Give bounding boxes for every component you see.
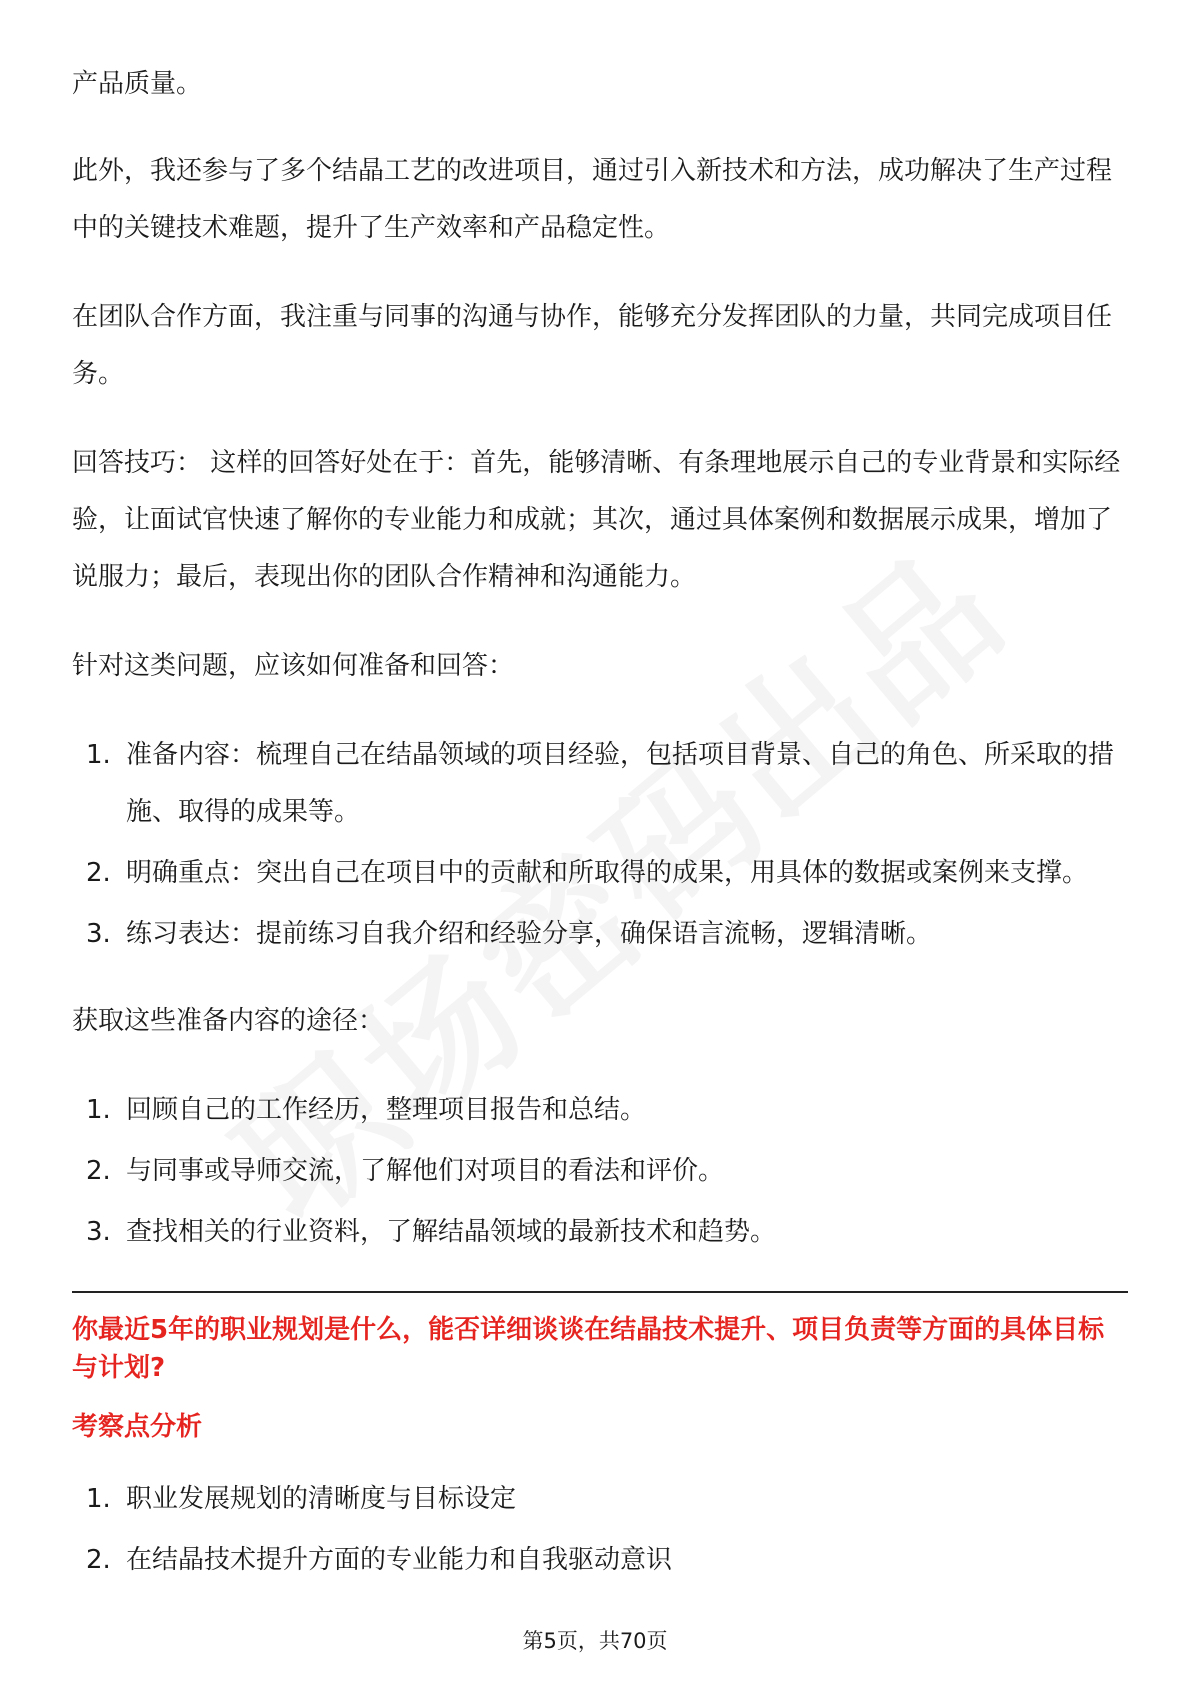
list-number: 1. <box>86 1095 111 1125</box>
list-item <box>72 1204 1128 1261</box>
paragraph-sources-intro: 获取这些准备内容的途径： <box>72 1006 385 1036</box>
list-number: 1. <box>86 740 111 770</box>
paragraph-answer-tips: 回答技巧： 这样的回答好处在于：首先，能够清晰、有条理地展示自己的专业背景和实际经验，让面试官快速了解你的专业能力和成就；其次，通过具体案例和数据展示成果，增加了说服力；最后，表现出你的团队合作精神和沟通能力。 <box>72 448 1121 592</box>
paragraph-prep-intro: 针对这类问题，应该如何准备和回答： <box>72 651 515 681</box>
paragraph-teamwork: 在团队合作方面，我注重与同事的沟通与协作，能够充分发挥团队的力量，共同完成项目任务。 <box>72 302 1113 389</box>
list-item <box>72 1532 1128 1589</box>
list-item-text: 明确重点：突出自己在项目中的贡献和所取得的成果，用具体的数据或案例来支撑。 <box>126 858 1089 888</box>
paragraph-continuation: 产品质量。 <box>72 69 203 99</box>
list-item-text: 与同事或导师交流，了解他们对项目的看法和评价。 <box>126 1156 725 1186</box>
analysis-list <box>72 1471 1128 1589</box>
page-content <box>72 56 1128 1619</box>
paragraph-improvement-projects: 此外，我还参与了多个结晶工艺的改进项目，通过引入新技术和方法，成功解决了生产过程中的关键技术难题，提升了生产效率和产品稳定性。 <box>72 156 1113 243</box>
list-number: 1. <box>86 1484 111 1514</box>
list-item <box>72 727 1128 841</box>
prep-list <box>72 727 1128 963</box>
list-item <box>72 845 1128 902</box>
analysis-heading: 考察点分析 <box>72 1412 203 1442</box>
section-divider <box>72 1291 1128 1293</box>
list-number: 2. <box>86 1156 111 1186</box>
page-number-footer: 第5页，共70页 <box>522 1629 668 1653</box>
list-item <box>72 1082 1128 1139</box>
list-item-text: 职业发展规划的清晰度与目标设定 <box>126 1484 517 1514</box>
list-item-text: 准备内容：梳理自己在结晶领域的项目经验，包括项目背景、自己的角色、所采取的措施、取得的成果等。 <box>126 740 1115 827</box>
list-item <box>72 1471 1128 1528</box>
interview-question: 你最近5年的职业规划是什么，能否详细谈谈在结晶技术提升、项目负责等方面的具体目标与计划? <box>72 1315 1105 1383</box>
list-item <box>72 1143 1128 1200</box>
list-number: 2. <box>86 1545 111 1575</box>
list-item-text: 查找相关的行业资料，了解结晶领域的最新技术和趋势。 <box>126 1217 777 1247</box>
list-item-text: 回顾自己的工作经历，整理项目报告和总结。 <box>126 1095 647 1125</box>
list-number: 3. <box>86 919 111 949</box>
list-number: 2. <box>86 858 111 888</box>
sources-list <box>72 1082 1128 1261</box>
list-item <box>72 906 1128 963</box>
list-item-text: 在结晶技术提升方面的专业能力和自我驱动意识 <box>126 1545 673 1575</box>
list-item-text: 练习表达：提前练习自我介绍和经验分享，确保语言流畅，逻辑清晰。 <box>126 919 933 949</box>
list-number: 3. <box>86 1217 111 1247</box>
